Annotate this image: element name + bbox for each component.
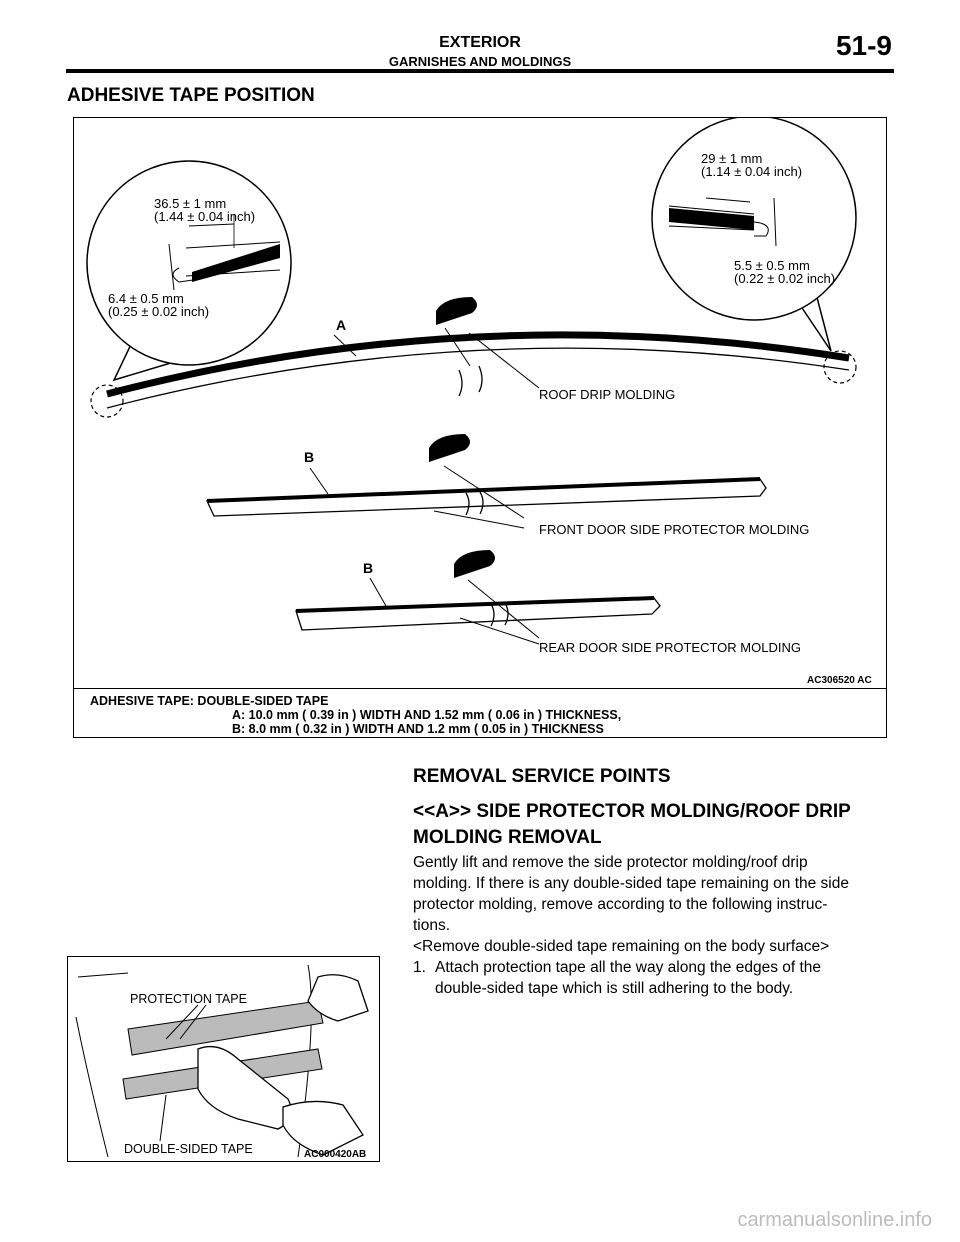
tape-a-label: A xyxy=(336,317,347,333)
removal-heading: REMOVAL SERVICE POINTS xyxy=(413,766,671,787)
left-length-inch: (1.44 ± 0.04 inch) xyxy=(154,209,256,224)
step-1-number: 1. xyxy=(413,959,426,976)
protection-tape-figure xyxy=(67,956,380,1162)
tape-b-label-front: B xyxy=(304,449,315,465)
removal-para-line3: protector molding, remove according to the following instruc- xyxy=(413,896,828,913)
subsection-title: GARNISHES AND MOLDINGS xyxy=(388,54,572,69)
figure1-divider xyxy=(74,688,886,689)
page-title: ADHESIVE TAPE POSITION xyxy=(67,85,315,106)
front-door-molding-drawing xyxy=(207,434,766,528)
right-length-inch: (1.14 ± 0.04 inch) xyxy=(701,164,803,179)
page-number: 51-9 xyxy=(835,30,892,61)
step-1 xyxy=(413,957,893,999)
right-height-inch: (0.22 ± 0.02 inch) xyxy=(734,271,836,286)
right-height-value: 5.5 ± 0.5 mm xyxy=(734,258,810,273)
watermark: carmanualsonline.info xyxy=(737,1209,932,1231)
removal-subheading-line2: MOLDING REMOVAL xyxy=(413,827,602,848)
left-height-value: 6.4 ± 0.5 mm xyxy=(108,291,184,306)
roof-drip-molding-label: ROOF DRIP MOLDING xyxy=(539,387,676,402)
double-sided-tape-label: DOUBLE-SIDED TAPE xyxy=(124,1142,253,1156)
figure2-code: AC000420AB xyxy=(304,1149,367,1160)
left-length-value: 36.5 ± 1 mm xyxy=(154,196,227,211)
adhesive-note-line1: ADHESIVE TAPE: DOUBLE-SIDED TAPE xyxy=(90,694,329,708)
removal-subhead: <Remove double-sided tape remaining on the body surface> xyxy=(413,938,830,955)
rear-door-molding-drawing xyxy=(296,550,660,644)
removal-para-line1: Gently lift and remove the side protector molding/roof drip xyxy=(413,854,808,871)
section-title: EXTERIOR xyxy=(439,34,521,51)
tape-b-label-rear: B xyxy=(363,560,374,576)
moldings-illustration xyxy=(74,118,885,736)
removal-para-line2: molding. If there is any double-sided tape remaining on the side xyxy=(413,875,849,892)
step-1-line2: double-sided tape which is still adhering to the body. xyxy=(435,980,794,997)
left-detail-callout xyxy=(87,161,291,380)
adhesive-note-line2: A: 10.0 mm ( 0.39 in ) WIDTH AND 1.52 mm ( 0.06 in ) THICKNESS, xyxy=(232,708,622,722)
protection-tape-label: PROTECTION TAPE xyxy=(130,992,247,1006)
removal-para-line4: tions. xyxy=(413,917,451,934)
rear-door-molding-label: REAR DOOR SIDE PROTECTOR MOLDING xyxy=(539,640,801,655)
step-1-line1: Attach protection tape all the way along the edges of the xyxy=(435,959,822,976)
right-length-value: 29 ± 1 mm xyxy=(701,151,763,166)
adhesive-tape-figure xyxy=(73,117,887,738)
front-door-molding-label: FRONT DOOR SIDE PROTECTOR MOLDING xyxy=(539,522,810,537)
removal-subheading-line1: <<A>> SIDE PROTECTOR MOLDING/ROOF DRIP xyxy=(413,801,851,822)
header-rule xyxy=(66,69,894,73)
adhesive-note-line3: B: 8.0 mm ( 0.32 in ) WIDTH AND 1.2 mm ( 0.05 in ) THICKNESS xyxy=(232,722,604,736)
figure1-code: AC306520 AC xyxy=(807,675,872,686)
protection-tape-illustration xyxy=(68,957,378,1160)
left-height-inch: (0.25 ± 0.02 inch) xyxy=(108,304,210,319)
